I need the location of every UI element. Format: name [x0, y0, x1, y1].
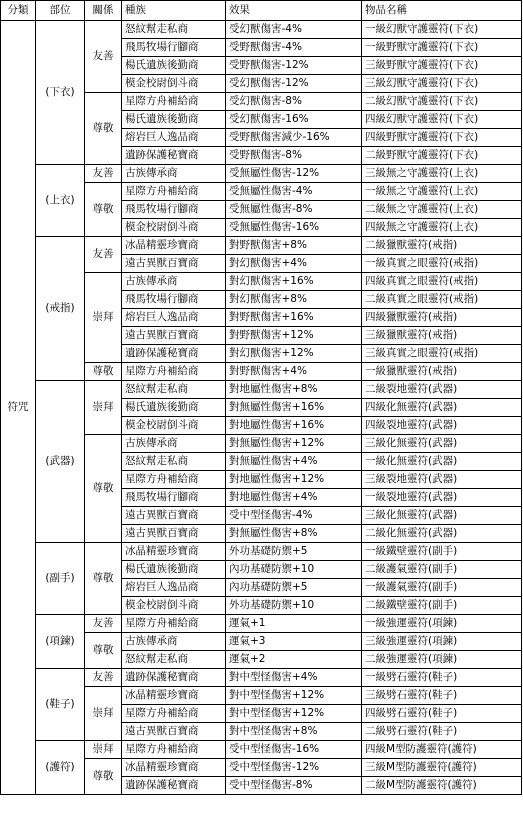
category-cell: 符咒 — [1, 21, 36, 795]
part-cell: (上衣) — [36, 165, 85, 237]
part-cell: (項鍊) — [36, 615, 85, 669]
part-cell: (副手) — [36, 543, 85, 615]
item-name-cell: 一級鐵壁靈符(副手) — [362, 543, 522, 561]
effect-cell: 受幻獸傷害-8% — [226, 93, 362, 111]
item-name-cell: 一級護氣靈符(副手) — [362, 579, 522, 597]
effect-cell: 受無屬性傷害-8% — [226, 201, 362, 219]
effect-cell: 對地屬性傷害+12% — [226, 471, 362, 489]
item-name-cell: 二級化無靈符(武器) — [362, 525, 522, 543]
item-name-cell: 四級裂地靈符(武器) — [362, 417, 522, 435]
effect-cell: 對地屬性傷害+16% — [226, 417, 362, 435]
item-name-cell: 一級無之守護靈符(上衣) — [362, 183, 522, 201]
effect-cell: 對中型怪傷害+12% — [226, 705, 362, 723]
item-name-cell: 三級裂地靈符(武器) — [362, 471, 522, 489]
item-name-cell: 三級無之守護靈符(上衣) — [362, 165, 522, 183]
table-row — [1, 237, 522, 255]
relation-cell: 友善 — [85, 165, 122, 183]
effect-cell: 內功基礎防禦+5 — [226, 579, 362, 597]
relation-cell: 尊敬 — [85, 633, 122, 669]
item-name-cell: 四級真實之眼靈符(戒指) — [362, 273, 522, 291]
tribe-cell: 星際方舟補給商 — [122, 471, 226, 489]
table-body — [1, 1, 522, 795]
effect-cell: 受中型怪傷害-12% — [226, 759, 362, 777]
tribe-cell: 模金校尉倒斗商 — [122, 597, 226, 615]
item-name-cell: 四級無之守護靈符(上衣) — [362, 219, 522, 237]
item-name-cell: 一級真實之眼靈符(戒指) — [362, 255, 522, 273]
tribe-cell: 遺跡保護秘寶商 — [122, 669, 226, 687]
effect-cell: 對無屬性傷害+4% — [226, 453, 362, 471]
item-name-cell: 二級幻獸守護靈符(下衣) — [362, 93, 522, 111]
item-name-cell: 四級劈石靈符(鞋子) — [362, 705, 522, 723]
item-name-cell: 二級鐵壁靈符(副手) — [362, 597, 522, 615]
tribe-cell: 星際方舟補給商 — [122, 705, 226, 723]
relation-cell: 尊敬 — [85, 543, 122, 615]
part-cell: (下衣) — [36, 21, 85, 165]
tribe-cell: 遠古異獸百寶商 — [122, 525, 226, 543]
tribe-cell: 飛馬牧場行腳商 — [122, 489, 226, 507]
relation-cell: 崇拜 — [85, 381, 122, 435]
item-name-cell: 二級獵獸靈符(戒指) — [362, 237, 522, 255]
table-row — [1, 669, 522, 687]
tribe-cell: 怒紋幫走私商 — [122, 21, 226, 39]
tribe-cell: 冰晶精靈珍寶商 — [122, 759, 226, 777]
tribe-cell: 遠古異獸百寶商 — [122, 723, 226, 741]
relation-cell: 崇拜 — [85, 687, 122, 741]
effect-cell: 對幻獸傷害+16% — [226, 273, 362, 291]
effect-cell: 對幻獸傷害+12% — [226, 345, 362, 363]
part-cell: (護符) — [36, 741, 85, 795]
header-row — [1, 1, 522, 21]
relation-cell: 崇拜 — [85, 741, 122, 759]
relation-cell: 尊敬 — [85, 183, 122, 237]
effect-cell: 對野獸傷害+16% — [226, 309, 362, 327]
relation-cell: 友善 — [85, 21, 122, 93]
item-name-cell: 三級野獸守護靈符(下衣) — [362, 57, 522, 75]
header-category: 分類 — [1, 1, 36, 21]
item-name-cell: 二級劈石靈符(鞋子) — [362, 723, 522, 741]
effect-cell: 對中型怪傷害+12% — [226, 687, 362, 705]
tribe-cell: 怒紋幫走私商 — [122, 381, 226, 399]
part-cell: (戒指) — [36, 237, 85, 381]
tribe-cell: 怒紋幫走私商 — [122, 651, 226, 669]
tribe-cell: 古族傳承商 — [122, 633, 226, 651]
header-tribe: 種族 — [122, 1, 226, 21]
item-name-cell: 二級真實之眼靈符(戒指) — [362, 291, 522, 309]
tribe-cell: 楊氏遺族後勤商 — [122, 111, 226, 129]
header-item-name: 物品名稱 — [362, 1, 522, 21]
effect-cell: 受無屬性傷害-16% — [226, 219, 362, 237]
relation-cell: 尊敬 — [85, 363, 122, 381]
item-name-cell: 二級護氣靈符(副手) — [362, 561, 522, 579]
header-part: 部位 — [36, 1, 85, 21]
item-name-cell: 二級M型防護靈符(護符) — [362, 777, 522, 795]
item-name-cell: 四級獵獸靈符(戒指) — [362, 309, 522, 327]
tribe-cell: 星際方舟補給商 — [122, 363, 226, 381]
tribe-cell: 模金校尉倒斗商 — [122, 219, 226, 237]
tribe-cell: 模金校尉倒斗商 — [122, 75, 226, 93]
effect-cell: 對無屬性傷害+8% — [226, 525, 362, 543]
effect-cell: 運氣+3 — [226, 633, 362, 651]
item-name-cell: 三級劈石靈符(鞋子) — [362, 687, 522, 705]
tribe-cell: 飛馬牧場行腳商 — [122, 201, 226, 219]
item-name-cell: 三級化無靈符(武器) — [362, 507, 522, 525]
tribe-cell: 楊氏遺族後勤商 — [122, 561, 226, 579]
effect-cell: 對地屬性傷害+8% — [226, 381, 362, 399]
item-name-cell: 三級強運靈符(項鍊) — [362, 633, 522, 651]
item-name-cell: 一級強運靈符(項鍊) — [362, 615, 522, 633]
effect-cell: 受無屬性傷害-4% — [226, 183, 362, 201]
tribe-cell: 星際方舟補給商 — [122, 741, 226, 759]
item-name-cell: 三級獵獸靈符(戒指) — [362, 327, 522, 345]
tribe-cell: 古族傳承商 — [122, 273, 226, 291]
item-name-cell: 四級幻獸守護靈符(下衣) — [362, 111, 522, 129]
item-name-cell: 一級劈石靈符(鞋子) — [362, 669, 522, 687]
item-name-cell: 三級幻獸守護靈符(下衣) — [362, 75, 522, 93]
item-name-cell: 二級裂地靈符(武器) — [362, 381, 522, 399]
relation-cell: 尊敬 — [85, 759, 122, 795]
effect-cell: 受幻獸傷害-12% — [226, 75, 362, 93]
effect-cell: 對無屬性傷害+16% — [226, 399, 362, 417]
tribe-cell: 冰晶精靈珍寶商 — [122, 237, 226, 255]
effect-cell: 受中型怪傷害-16% — [226, 741, 362, 759]
relation-cell: 友善 — [85, 615, 122, 633]
effect-cell: 受中型怪傷害-4% — [226, 507, 362, 525]
tribe-cell: 楊氏遺族後勤商 — [122, 399, 226, 417]
effect-cell: 受野獸傷害-8% — [226, 147, 362, 165]
effect-cell: 外功基礎防禦+10 — [226, 597, 362, 615]
item-name-cell: 二級無之守護靈符(上衣) — [362, 201, 522, 219]
tribe-cell: 遺跡保護秘寶商 — [122, 147, 226, 165]
item-name-cell: 四級化無靈符(武器) — [362, 399, 522, 417]
relation-cell: 友善 — [85, 237, 122, 273]
tribe-cell: 冰晶精靈珍寶商 — [122, 543, 226, 561]
effect-cell: 受幻獸傷害-16% — [226, 111, 362, 129]
tribe-cell: 星際方舟補給商 — [122, 615, 226, 633]
effect-cell: 對無屬性傷害+12% — [226, 435, 362, 453]
effect-cell: 受野獸傷害-4% — [226, 39, 362, 57]
tribe-cell: 飛馬牧場行腳商 — [122, 39, 226, 57]
table-row — [1, 543, 522, 561]
item-name-cell: 三級化無靈符(武器) — [362, 435, 522, 453]
effect-cell: 對幻獸傷害+4% — [226, 255, 362, 273]
effect-cell: 受野獸傷害減少-16% — [226, 129, 362, 147]
relation-cell: 崇拜 — [85, 273, 122, 363]
tribe-cell: 星際方舟補給商 — [122, 183, 226, 201]
tribe-cell: 熔岩巨人逸品商 — [122, 129, 226, 147]
tribe-cell: 古族傳承商 — [122, 435, 226, 453]
table-row — [1, 165, 522, 183]
effect-cell: 對野獸傷害+4% — [226, 363, 362, 381]
tribe-cell: 星際方舟補給商 — [122, 93, 226, 111]
item-name-cell: 四級M型防護靈符(護符) — [362, 741, 522, 759]
effect-cell: 對地屬性傷害+4% — [226, 489, 362, 507]
item-name-cell: 三級M型防護靈符(護符) — [362, 759, 522, 777]
item-name-cell: 一級化無靈符(武器) — [362, 453, 522, 471]
table-row — [1, 381, 522, 399]
relation-cell: 友善 — [85, 669, 122, 687]
effect-cell: 運氣+1 — [226, 615, 362, 633]
header-effect: 效果 — [226, 1, 362, 21]
table-row — [1, 741, 522, 759]
tribe-cell: 遠古異獸百寶商 — [122, 255, 226, 273]
tribe-cell: 模金校尉倒斗商 — [122, 417, 226, 435]
effect-cell: 受中型怪傷害-8% — [226, 777, 362, 795]
tribe-cell: 遺跡保護秘寶商 — [122, 345, 226, 363]
item-name-cell: 一級幻獸守護靈符(下衣) — [362, 21, 522, 39]
relation-cell: 尊敬 — [85, 435, 122, 543]
item-name-cell: 二級野獸守護靈符(下衣) — [362, 147, 522, 165]
part-cell: (鞋子) — [36, 669, 85, 741]
item-name-cell: 一級獵獸靈符(戒指) — [362, 363, 522, 381]
item-name-cell: 二級強運靈符(項鍊) — [362, 651, 522, 669]
tribe-cell: 冰晶精靈珍寶商 — [122, 687, 226, 705]
part-cell: (武器) — [36, 381, 85, 543]
item-name-cell: 一級裂地靈符(武器) — [362, 489, 522, 507]
item-name-cell: 四級野獸守護靈符(下衣) — [362, 129, 522, 147]
tribe-cell: 古族傳承商 — [122, 165, 226, 183]
tribe-cell: 遺跡保護秘寶商 — [122, 777, 226, 795]
effect-cell: 受幻獸傷害-4% — [226, 21, 362, 39]
item-name-cell: 一級野獸守護靈符(下衣) — [362, 39, 522, 57]
tribe-cell: 遠古異獸百寶商 — [122, 327, 226, 345]
tribe-cell: 怒紋幫走私商 — [122, 453, 226, 471]
tribe-cell: 熔岩巨人逸品商 — [122, 579, 226, 597]
effect-cell: 外功基礎防禦+5 — [226, 543, 362, 561]
tribe-cell: 遠古異獸百寶商 — [122, 507, 226, 525]
item-name-cell: 三級真實之眼靈符(戒指) — [362, 345, 522, 363]
header-relation: 關係 — [85, 1, 122, 21]
effect-cell: 運氣+2 — [226, 651, 362, 669]
effect-cell: 受野獸傷害-12% — [226, 57, 362, 75]
tribe-cell: 熔岩巨人逸品商 — [122, 309, 226, 327]
table-row — [1, 21, 522, 39]
effect-cell: 受無屬性傷害-12% — [226, 165, 362, 183]
tribe-cell: 楊氏遺族後勤商 — [122, 57, 226, 75]
effect-cell: 對幻獸傷害+8% — [226, 291, 362, 309]
tribe-cell: 飛馬牧場行腳商 — [122, 291, 226, 309]
effect-cell: 對中型怪傷害+4% — [226, 669, 362, 687]
effect-cell: 對中型怪傷害+8% — [226, 723, 362, 741]
effect-cell: 內功基礎防禦+10 — [226, 561, 362, 579]
effect-cell: 對野獸傷害+8% — [226, 237, 362, 255]
effect-cell: 對野獸傷害+12% — [226, 327, 362, 345]
relation-cell: 尊敬 — [85, 93, 122, 165]
table-row — [1, 615, 522, 633]
